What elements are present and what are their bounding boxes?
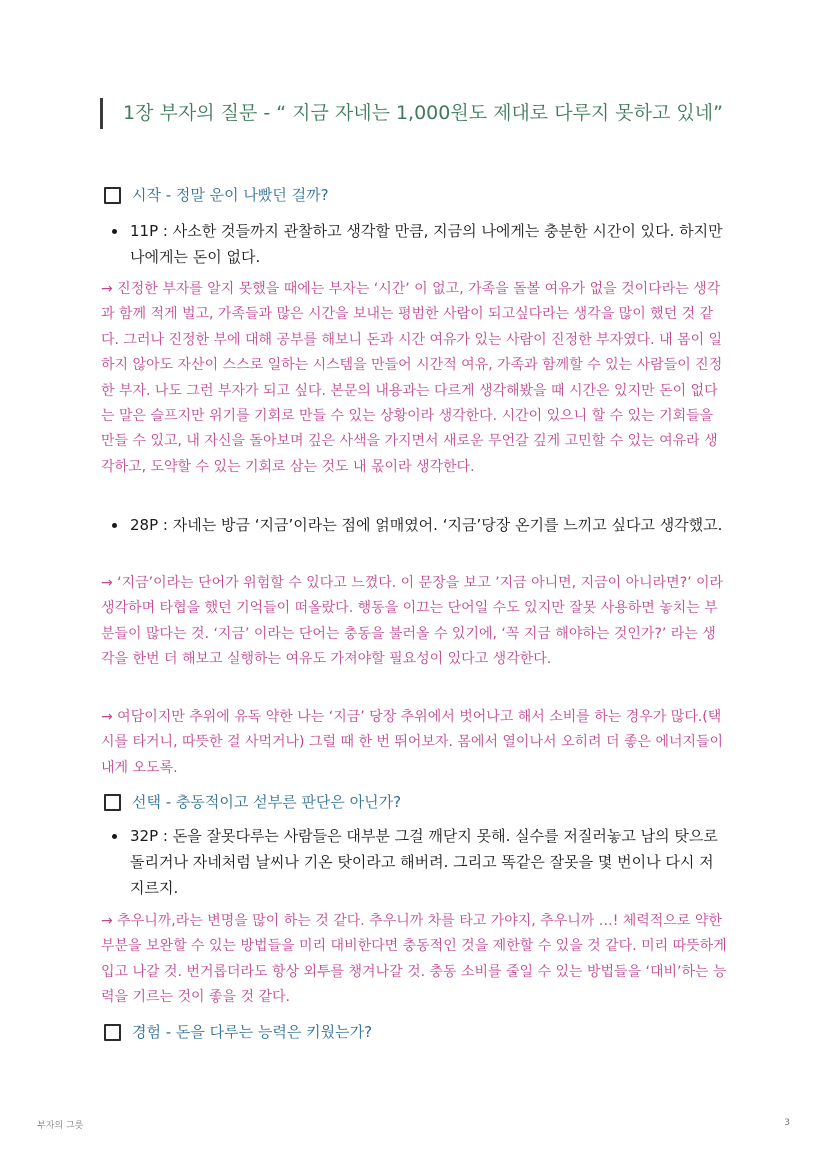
todo-item-start[interactable] — [104, 183, 329, 207]
reflection-note: → 추우니까,라는 변명을 많이 하는 것 같다. 추우니까 차를 타고 가야지, 추우니까 …! 체력적으로 약한 부분을 보완할 수 있는 방법들을 미리 대비한다면 충동적인 것을 제한할 수 있을 것 같다. 미리 따뜻하게 입고 나갈 것. 번거롭더라도 항상 외투를 챙겨나갈 것. 충동 소비를 줄일 수 있는 방법들을 ‘대비’하는 능력을 기르는 것이 좋을 것 같다. — [101, 913, 727, 1006]
checkbox-icon[interactable] — [104, 794, 121, 811]
chapter-heading: 1장 부자의 질문 - “ 지금 자네는 1,000원도 제대로 다루지 못하고 있네” — [100, 98, 730, 129]
todo-label: 선택 - 충동적이고 섣부른 판단은 아닌가? — [132, 793, 402, 811]
footer-title: 부자의 그릇 — [37, 1121, 84, 1131]
quote-text: 28P : 자네는 방금 ‘지금’이라는 점에 얽매였어. ‘지금’당장 온기를 느끼고 싶다고 생각했고. — [130, 516, 723, 534]
todo-item-choice[interactable] — [104, 790, 401, 814]
reflection-note: → ‘지금’이라는 단어가 위험할 수 있다고 느꼈다. 이 문장을 보고 ’지금 아니면, 지금이 아니라면?’ 이라 생각하며 타협을 했던 기억들이 떠올랐다. 행동을 이끄는 단어일 수도 있지만 잘못 사용하면 놓치는 부분들이 많다는 것. ‘지금’ 이라는 단어는 충동을 불러올 수 있기에, ‘꼭 지금 해야하는 것인가?’ 라는 생각을 한번 더 해보고 실행하는 여유도 가져야할 필요성이 있다고 생각한다. — [101, 575, 724, 668]
reflection-note: → 진정한 부자를 알지 못했을 때에는 부자는 ‘시간’ 이 없고, 가족을 돌볼 여유가 없을 것이다라는 생각과 함께 적게 벌고, 가족들과 많은 시간을 보내는 평범한 사람이 되고싶다라는 생각을 많이 했던 것 같다. 그러나 진정한 부에 대해 공부를 해보니 돈과 시간 여유가 있는 사람이 진정한 부자였다. 내 몸이 일하지 않아도 자산이 스스로 일하는 시스템을 만들어 시간적 여유, 가족과 함께할 수 있는 사람들이 진정한 부자. 나도 그런 부자가 되고 싶다. 본문의 내용과는 다르게 생각해봤을 때 시간은 있지만 돈이 없다는 말은 슬프지만 위기를 기회로 만들 수 있는 상황이라 생각한다. 시간이 있으니 할 수 있는 기회들을 만들 수 있고, 내 자신을 돌아보며 깊은 사색을 가지면서 새로운 무언갈 깊게 고민할 수 있는 여유라 생각하고, 도약할 수 있는 기회로 삼는 것도 내 몫이라 생각한다. — [101, 281, 723, 475]
todo-item-experience[interactable] — [104, 1020, 372, 1044]
bullet-dot-icon — [108, 823, 130, 901]
quote-bullet — [108, 823, 728, 901]
quote-bullet — [108, 218, 728, 270]
checkbox-icon[interactable] — [104, 1024, 121, 1041]
quote-text: 32P : 돈을 잘못다루는 사람들은 대부분 그걸 깨닫지 못해. 실수를 저질러놓고 남의 탓으로 돌리거나 자네처럼 날씨나 기온 탓이라고 해버려. 그리고 똑같은 잘못을 몇 번이나 다시 저지르지. — [130, 827, 718, 897]
todo-label: 경험 - 돈을 다루는 능력은 키웠는가? — [132, 1023, 373, 1041]
page-number: 3 — [784, 1118, 790, 1128]
bullet-dot-icon — [108, 218, 130, 270]
bullet-dot-icon — [108, 512, 130, 538]
reflection-note: → 여담이지만 추위에 유독 약한 나는 ‘지금’ 당장 추위에서 벗어나고 해서 소비를 하는 경우가 많다.(택시를 타거니, 따뜻한 걸 사먹거나) 그럴 때 한 번 뛰어보자. 몸에서 열이나서 오히려 더 좋은 에너지들이 내게 오도록. — [101, 709, 724, 776]
todo-label: 시작 - 정말 운이 나빴던 걸까? — [132, 186, 329, 204]
quote-bullet — [108, 512, 728, 538]
checkbox-icon[interactable] — [104, 187, 121, 204]
quote-text: 11P : 사소한 것들까지 관찰하고 생각할 만큼, 지금의 나에게는 충분한 시간이 있다. 하지만 나에게는 돈이 없다. — [130, 222, 723, 266]
